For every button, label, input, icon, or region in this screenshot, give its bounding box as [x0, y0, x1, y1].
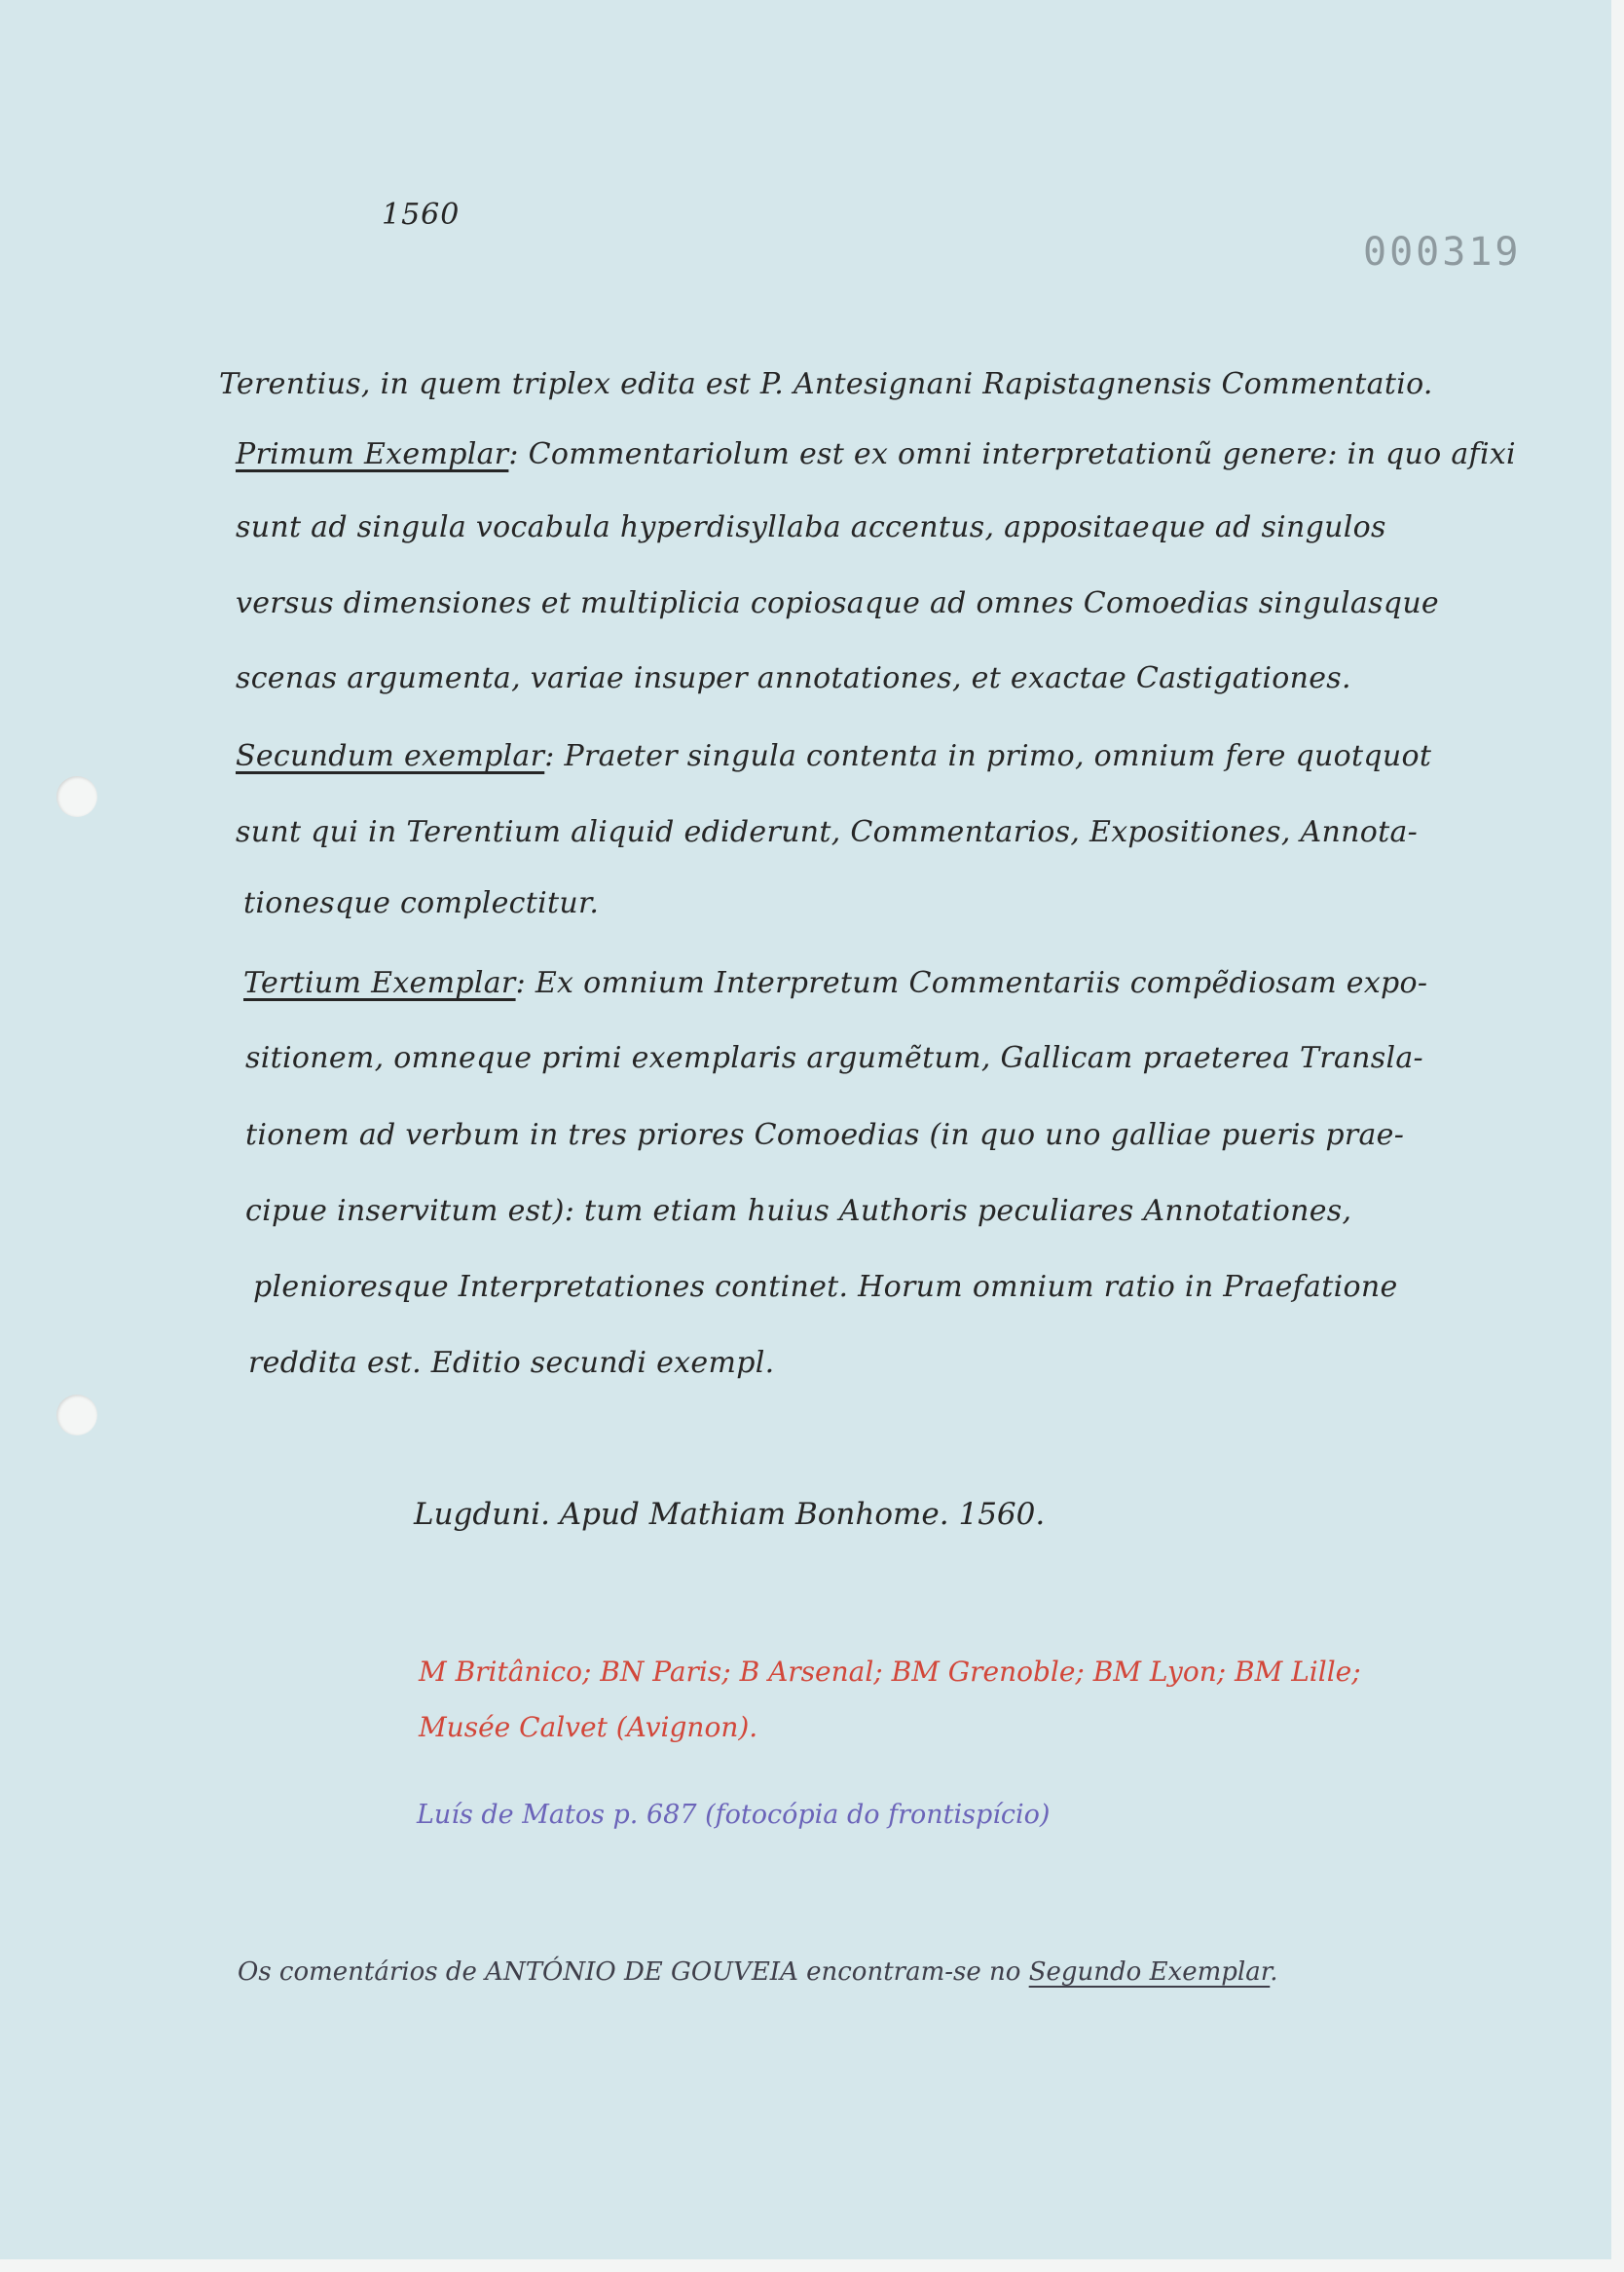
- secundum-line-2: sunt qui in Terentium aliquid ediderunt, Commentarios, Expositiones, Annota-: [236, 815, 1419, 849]
- primum-label: Primum Exemplar: [236, 437, 509, 471]
- libraries-line-2: Musée Calvet (Avignon).: [419, 1711, 758, 1743]
- primum-text-1: Commentariolum est ex omni interpretationũ genere: in quo afixi: [528, 437, 1516, 471]
- tertium-line-6: reddita est. Editio secundi exempl.: [248, 1346, 775, 1380]
- inventory-stamp: 000319: [1363, 230, 1522, 275]
- libraries-line-1: M Britânico; BN Paris; B Arsenal; BM Grenoble; BM Lyon; BM Lille;: [419, 1656, 1361, 1688]
- title-line: Terentius, in quem triplex edita est P. Antesignani Rapistagnensis Commentatio.: [219, 367, 1433, 401]
- reference-note: Luís de Matos p. 687 (fotocópia do frontispício): [417, 1800, 1051, 1830]
- tertium-line-1: [243, 964, 1427, 1003]
- imprint: Lugduni. Apud Mathiam Bonhome. 1560.: [414, 1497, 1046, 1532]
- primum-sep: :: [508, 437, 529, 471]
- secundum-line-1: [236, 737, 1431, 776]
- primum-line-2: sunt ad singula vocabula hyperdisyllaba accentus, appositaeque ad singulos: [236, 510, 1386, 544]
- card-year: 1560: [382, 198, 461, 232]
- tertium-sep: :: [515, 966, 535, 1000]
- paper-edge-bottom: [0, 2259, 1624, 2272]
- footnote-suffix: .: [1270, 1957, 1278, 1987]
- tertium-line-3: tionem ad verbum in tres priores Comoedias (in quo uno galliae pueris prae-: [245, 1118, 1405, 1152]
- footnote: [238, 1957, 1278, 1987]
- secundum-line-3: tionesque complectitur.: [243, 886, 600, 920]
- secundum-label: Secundum exemplar: [236, 739, 545, 773]
- tertium-label: Tertium Exemplar: [243, 966, 516, 1000]
- tertium-text-1: Ex omnium Interpretum Commentariis compẽdiosam expo-: [535, 966, 1428, 1000]
- primum-line-1: [236, 435, 1516, 474]
- primum-line-3: versus dimensiones et multiplicia copiosaque ad omnes Comoedias singulasque: [236, 586, 1439, 620]
- punch-hole-bottom: [56, 1395, 97, 1435]
- paper-edge-right: [1611, 0, 1624, 2272]
- footnote-underlined: Segundo Exemplar: [1028, 1957, 1271, 1987]
- punch-hole-top: [56, 776, 97, 817]
- secundum-sep: :: [544, 739, 565, 773]
- primum-line-4: scenas argumenta, variae insuper annotationes, et exactae Castigationes.: [236, 661, 1351, 695]
- tertium-line-4: cipue inservitum est): tum etiam huius Authoris peculiares Annotationes,: [245, 1194, 1352, 1228]
- tertium-line-5: plenioresque Interpretationes continet. Horum omnium ratio in Praefatione: [253, 1270, 1398, 1304]
- footnote-prefix: Os comentários de ANTÓNIO DE GOUVEIA encontram-se no: [238, 1957, 1029, 1987]
- tertium-line-2: sitionem, omneque primi exemplaris argumẽtum, Gallicam praeterea Transla-: [245, 1041, 1423, 1075]
- secundum-text-1: Praeter singula contenta in primo, omnium fere quotquot: [564, 739, 1432, 773]
